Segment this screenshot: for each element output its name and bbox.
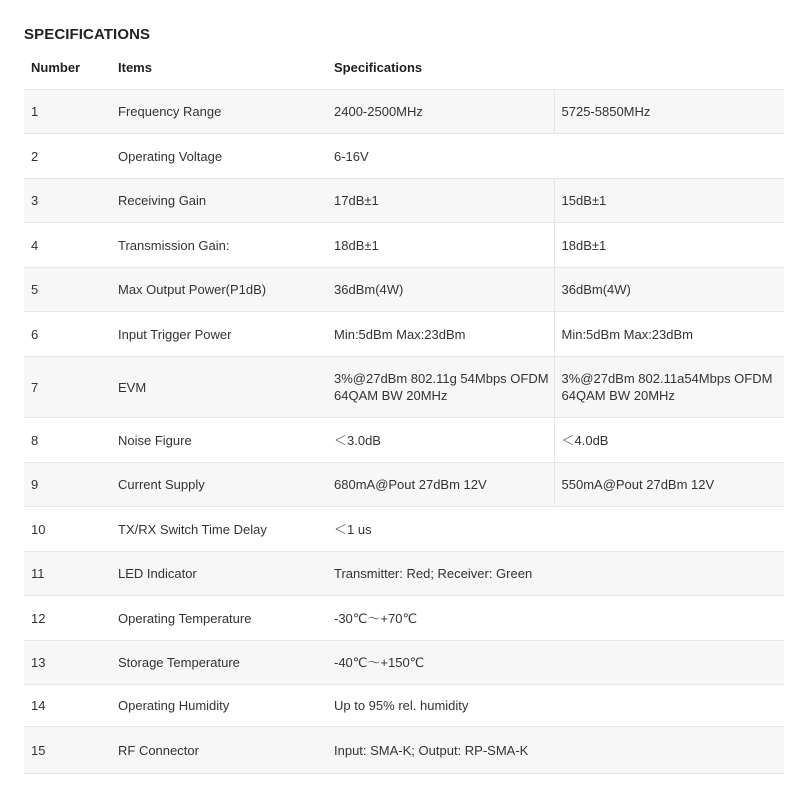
row-spec-5-8ghz: 5725-5850MHz: [554, 90, 784, 134]
table-row: [24, 596, 784, 641]
table-row: [24, 312, 784, 357]
row-item: Max Output Power(P1dB): [111, 268, 327, 312]
table-row: [24, 463, 784, 507]
row-number: 10: [24, 507, 111, 552]
table-row: [24, 641, 784, 685]
row-number: 1: [24, 90, 111, 134]
row-item: Frequency Range: [111, 90, 327, 134]
row-number: 8: [24, 418, 111, 463]
row-spec-5-8ghz: 18dB±1: [554, 223, 784, 268]
table-header-row: [24, 46, 784, 90]
row-item: Noise Figure: [111, 418, 327, 463]
table-row: [24, 223, 784, 268]
row-spec-2-4ghz: 2400-2500MHz: [327, 90, 554, 134]
row-number: 6: [24, 312, 111, 357]
row-number: 4: [24, 223, 111, 268]
row-spec-5-8ghz: 3%@27dBm 802.11a54Mbps OFDM 64QAM BW 20MHz: [554, 357, 784, 418]
row-spec-5-8ghz: ＜4.0dB: [554, 418, 784, 463]
row-item: Operating Voltage: [111, 134, 327, 179]
row-spec-5-8ghz: 15dB±1: [554, 179, 784, 223]
row-spec-2-4ghz: Min:5dBm Max:23dBm: [327, 312, 554, 357]
row-spec: -40℃～+150℃: [327, 641, 784, 685]
table-body: [24, 90, 784, 774]
table-row: [24, 418, 784, 463]
table-row: [24, 134, 784, 179]
row-item: Operating Temperature: [111, 596, 327, 641]
row-number: 14: [24, 685, 111, 727]
row-spec: Transmitter: Red; Receiver: Green: [327, 552, 784, 596]
row-spec-5-8ghz: 550mA@Pout 27dBm 12V: [554, 463, 784, 507]
row-spec: 6-16V: [327, 134, 784, 179]
header-items: Items: [111, 46, 327, 90]
row-spec-2-4ghz: 18dB±1: [327, 223, 554, 268]
table-row: [24, 179, 784, 223]
table-row: [24, 552, 784, 596]
row-item: Current Supply: [111, 463, 327, 507]
row-number: 2: [24, 134, 111, 179]
row-spec-2-4ghz: ＜3.0dB: [327, 418, 554, 463]
row-spec: Up to 95% rel. humidity: [327, 685, 784, 727]
specifications-table: [24, 46, 784, 774]
row-item: RF Connector: [111, 727, 327, 774]
row-spec-2-4ghz: 36dBm(4W): [327, 268, 554, 312]
row-number: 11: [24, 552, 111, 596]
row-spec-2-4ghz: 3%@27dBm 802.11g 54Mbps OFDM 64QAM BW 20MHz: [327, 357, 554, 418]
row-spec-5-8ghz: 36dBm(4W): [554, 268, 784, 312]
row-spec: ＜1 us: [327, 507, 784, 552]
row-number: 9: [24, 463, 111, 507]
header-specifications: Specifications: [327, 46, 784, 90]
row-item: Receiving Gain: [111, 179, 327, 223]
table-row: [24, 507, 784, 552]
row-item: TX/RX Switch Time Delay: [111, 507, 327, 552]
page-title: SPECIFICATIONS: [24, 26, 151, 43]
table-row: [24, 357, 784, 418]
table-row: [24, 685, 784, 727]
row-number: 12: [24, 596, 111, 641]
table-row: [24, 727, 784, 774]
table-row: [24, 268, 784, 312]
row-spec-2-4ghz: 680mA@Pout 27dBm 12V: [327, 463, 554, 507]
row-spec-5-8ghz: Min:5dBm Max:23dBm: [554, 312, 784, 357]
row-spec-2-4ghz: 17dB±1: [327, 179, 554, 223]
row-spec: Input: SMA-K; Output: RP-SMA-K: [327, 727, 784, 774]
row-item: LED Indicator: [111, 552, 327, 596]
row-number: 3: [24, 179, 111, 223]
row-number: 5: [24, 268, 111, 312]
row-number: 7: [24, 357, 111, 418]
row-spec: -30℃～+70℃: [327, 596, 784, 641]
header-number: Number: [24, 46, 111, 90]
row-item: Transmission Gain:: [111, 223, 327, 268]
table-row: [24, 90, 784, 134]
row-item: Storage Temperature: [111, 641, 327, 685]
row-item: EVM: [111, 357, 327, 418]
row-item: Input Trigger Power: [111, 312, 327, 357]
row-item: Operating Humidity: [111, 685, 327, 727]
row-number: 13: [24, 641, 111, 685]
row-number: 15: [24, 727, 111, 774]
